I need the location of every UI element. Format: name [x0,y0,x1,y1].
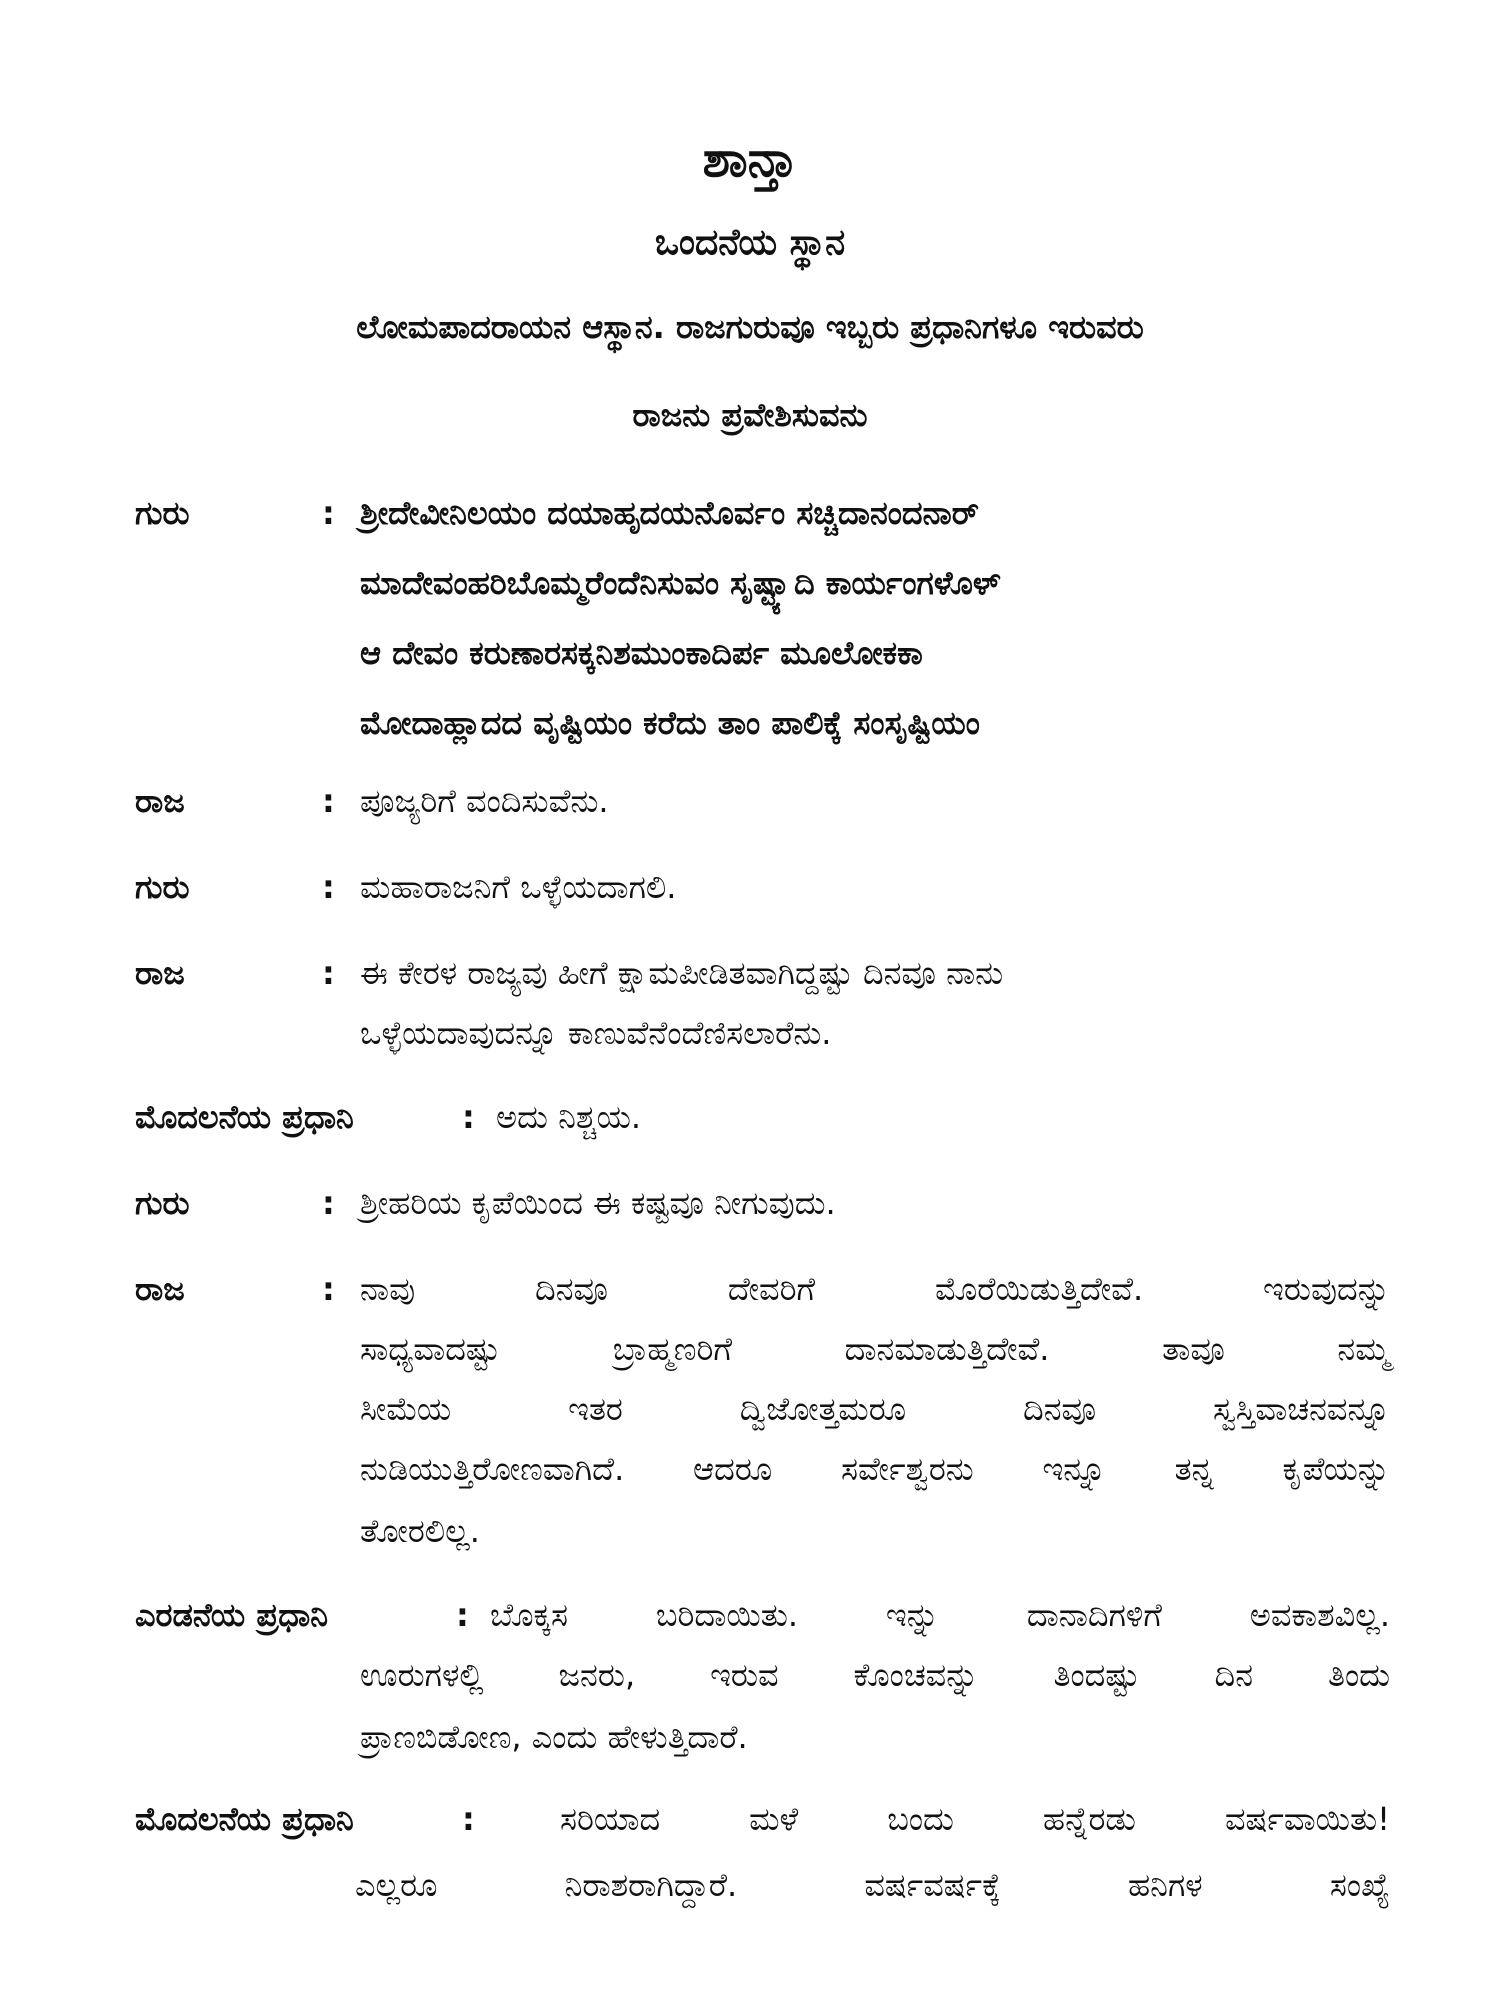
dialogue-line: ಆ ದೇವಂ ಕರುಣಾರಸಕ್ಕನಿಶಮುಂಕಾದಿರ್ಪ ಮೂಲೋಕಕಾ [360,634,923,672]
play-title: ಶಾನ್ತಾ [702,130,798,188]
dialogue-line: ಊರುಗಳಲ್ಲಿ ಜನರು, ಇರುವ ಕೊಂಚವನ್ನು ತಿಂದಷ್ಟು ದಿನ ತಿಂದು [360,1656,1390,1694]
scene-heading: ಒಂದನೆಯ ಸ್ಥಾನ [654,222,846,263]
dialogue-line: ಶ್ರೀಹರಿಯ ಕೃಪೆಯಿಂದ ಈ ಕಷ್ಟವೂ ನೀಗುವುದು. [360,1184,836,1222]
speaker-name: ಗುರು [135,868,190,906]
dialogue-line: ಬೊಕ್ಕಸ ಬರಿದಾಯಿತು. ಇನ್ನು ದಾನಾದಿಗಳಿಗೆ ಅವಕಾಶವಿಲ್ಲ. [490,1596,1390,1634]
speaker-colon: : [322,782,335,820]
stage-direction: ಲೋಮಪಾದರಾಯನ ಆಸ್ಥಾನ. ರಾಜಗುರುವೂ ಇಬ್ಬರು ಪ್ರಧಾನಿಗಳೂ ಇರುವರು [356,308,1144,346]
speaker-colon: : [322,1270,335,1308]
dialogue-line: ಸೀಮೆಯ ಇತರ ದ್ವಿಜೋತ್ತಮರೂ ದಿನವೂ ಸ್ವಸ್ತಿವಾಚನವನ್ನೂ [360,1390,1390,1428]
dialogue-line: ಸಾಧ್ಯವಾದಷ್ಟು ಬ್ರಾಹ್ಮಣರಿಗೆ ದಾನಮಾಡುತ್ತಿದೇವೆ. ತಾವೂ ನಮ್ಮ [360,1330,1390,1368]
speaker-colon: : [322,954,335,992]
dialogue-line: ಮಾದೇವಂಹರಿಬೊಮ್ಮರೆಂದೆನಿಸುವಂ ಸೃಷ್ಟ್ಯಾದಿ ಕಾರ್ಯಂಗಳೊಳ್ [360,564,1001,602]
speaker-name: ಮೊದಲನೆಯ ಪ್ರಧಾನಿ [135,1098,354,1136]
speaker-colon: : [322,868,335,906]
speaker-name: ರಾಜ [135,954,185,992]
dialogue-line: ನುಡಿಯುತ್ತಿರೋಣವಾಗಿದೆ. ಆದರೂ ಸರ್ವೇಶ್ವರನು ಇನ್ನೂ ತನ್ನ ಕೃಪೆಯನ್ನು [360,1450,1390,1488]
speaker-colon: : [322,494,335,532]
dialogue-line: ನಾವು ದಿನವೂ ದೇವರಿಗೆ ಮೊರೆಯಿಡುತ್ತಿದೇವೆ. ಇರುವುದನ್ನು [360,1270,1390,1308]
dialogue-line: ಪ್ರಾಣಬಿಡೋಣ, ಎಂದು ಹೇಳುತ್ತಿದಾರೆ. [360,1718,748,1756]
dialogue-line: ಈ ಕೇರಳ ರಾಜ್ಯವು ಹೀಗೆ ಕ್ಷಾಮಪೀಡಿತವಾಗಿದ್ದಷ್ಟು ದಿನವೂ ನಾನು [360,954,1004,992]
dialogue-line: ಮಹಾರಾಜನಿಗೆ ಒಳ್ಳೆಯದಾಗಲಿ. [360,868,677,906]
speaker-colon: : [456,1596,469,1634]
dialogue-line: ಶ್ರೀದೇವೀನಿಲಯಂ ದಯಾಹೃದಯನೊರ್ವಂ ಸಚ್ಚಿದಾನಂದನಾರ್ [360,494,979,532]
speaker-colon: : [322,1184,335,1222]
dialogue-line: ಒಳ್ಳೆಯದಾವುದನ್ನೂ ಕಾಣುವೆನೆಂದೆಣಿಸಲಾರೆನು. [360,1014,832,1052]
dialogue-line: ತೋರಲಿಲ್ಲ. [360,1512,480,1550]
speaker-name: ಮೊದಲನೆಯ ಪ್ರಧಾನಿ [135,1800,354,1838]
speaker-name: ಗುರು [135,1184,190,1222]
speaker-name: ಗುರು [135,494,190,532]
dialogue-line: ಪೂಜ್ಯರಿಗೆ ವಂದಿಸುವೆನು. [360,782,609,820]
dialogue-line: ಸರಿಯಾದ ಮಳೆ ಬಂದು ಹನ್ನೆರಡು ವರ್ಷವಾಯಿತು! [560,1800,1390,1838]
speaker-colon: : [462,1800,475,1838]
dialogue-line: ಅದು ನಿಶ್ಚಯ. [496,1098,642,1136]
speaker-colon: : [462,1098,475,1136]
dialogue-line: ಎಲ್ಲರೂ ನಿರಾಶರಾಗಿದ್ದಾರೆ. ವರ್ಷವರ್ಷಕ್ಕೆ ಹನಿಗಳ ಸಂಖ್ಯೆ [355,1866,1390,1904]
speaker-name: ರಾಜ [135,782,185,820]
speaker-name: ರಾಜ [135,1270,185,1308]
stage-direction: ರಾಜನು ಪ್ರವೇಶಿಸುವನು [632,396,868,434]
speaker-name: ಎರಡನೆಯ ಪ್ರಧಾನಿ [135,1596,328,1634]
dialogue-line: ಮೋದಾಹ್ಲಾದದ ವೃಷ್ಟಿಯಂ ಕರೆದು ತಾಂ ಪಾಲಿಕ್ಕೆ ಸಂಸೃಷ್ಟಿಯಂ [360,704,980,742]
